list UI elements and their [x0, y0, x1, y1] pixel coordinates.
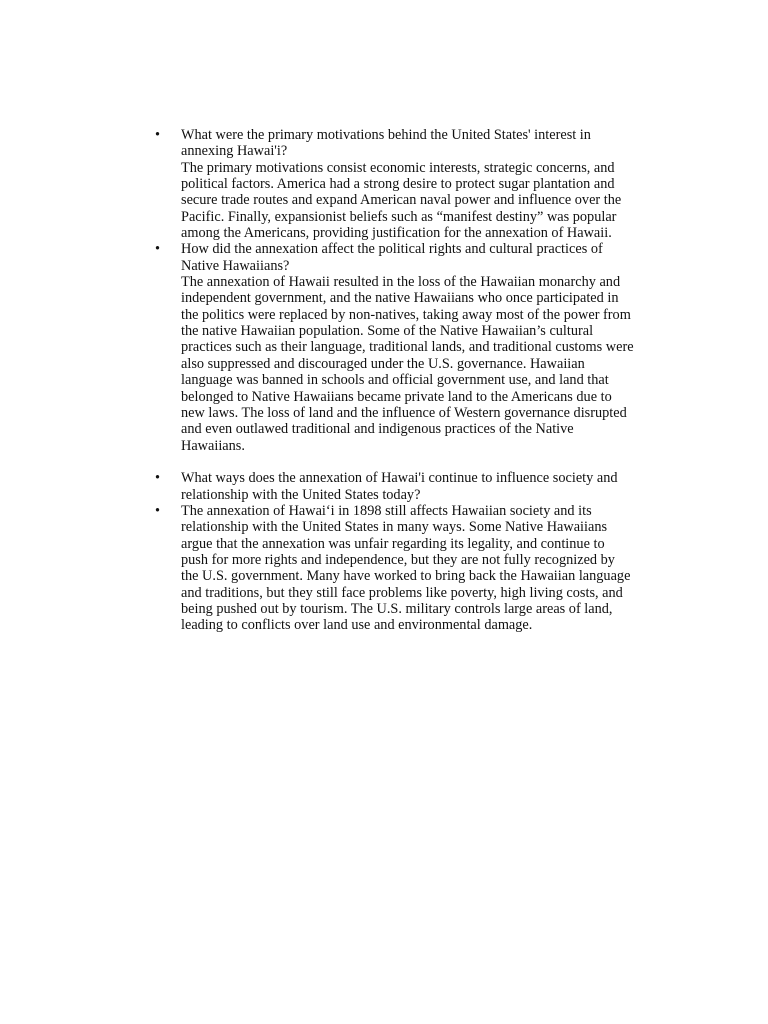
list-item-text	[181, 241, 635, 453]
list-item-text	[181, 503, 635, 634]
question-text: How did the annexation affect the political rights and cultural practices of Native Hawaiians?	[181, 241, 603, 274]
document-body	[155, 127, 635, 634]
question-text: What ways does the annexation of Hawai'i continue to influence society and relationship with the United States today?	[181, 470, 618, 503]
question-text: What were the primary motivations behind the United States' interest in annexing Hawai'i?	[181, 127, 591, 160]
answer-text: The annexation of Hawaiʻi in 1898 still affects Hawaiian society and its relationship with the United States in many ways. Some Native Hawaiians argue that the annexation was unfair regarding its legality, and continue to push for more rights and independence, but they are not fully recognized by the U.S. government. Many have worked to bring back the Hawaiian language and traditions, but they still face problems like poverty, high living costs, and being pushed out by tourism. The U.S. military controls large areas of land, leading to conflicts over land use and environmental damage.	[181, 502, 631, 634]
list-item-text	[181, 127, 635, 241]
list-item-1	[155, 127, 635, 241]
bullet-icon: •	[155, 241, 161, 258]
list-item-text	[181, 470, 635, 503]
answer-text: The annexation of Hawaii resulted in the loss of the Hawaiian monarchy and independent government, and the native Hawaiians who once participated in the politics were replaced by non-natives, taking away most of the power from the native Hawaiian population. Some of the Native Hawaiian’s cultural practices such as their language, traditional lands, and traditional customs were also suppressed and discouraged under the U.S. governance. Hawaiian language was banned in schools and official government use, and land that belonged to Native Hawaiians became private land to the Americans due to new laws. The loss of land and the influence of Western governance disrupted and even outlawed traditional and indigenous practices of the Native Hawaiians.	[181, 274, 634, 454]
bullet-icon: •	[155, 470, 161, 487]
answer-text: The primary motivations consist economic interests, strategic concerns, and political factors. America had a strong desire to protect sugar plantation and secure trade routes and expand American naval power and influence over the Pacific. Finally, expansionist beliefs such as “manifest destiny” was popular among the Americans, providing justification for the annexation of Hawaii.	[181, 159, 622, 242]
list-item-4	[155, 503, 635, 634]
paragraph-spacer	[155, 454, 635, 470]
list-item-3	[155, 470, 635, 503]
list-item-2	[155, 241, 635, 453]
bullet-icon: •	[155, 127, 161, 143]
bullet-icon: •	[155, 502, 161, 519]
